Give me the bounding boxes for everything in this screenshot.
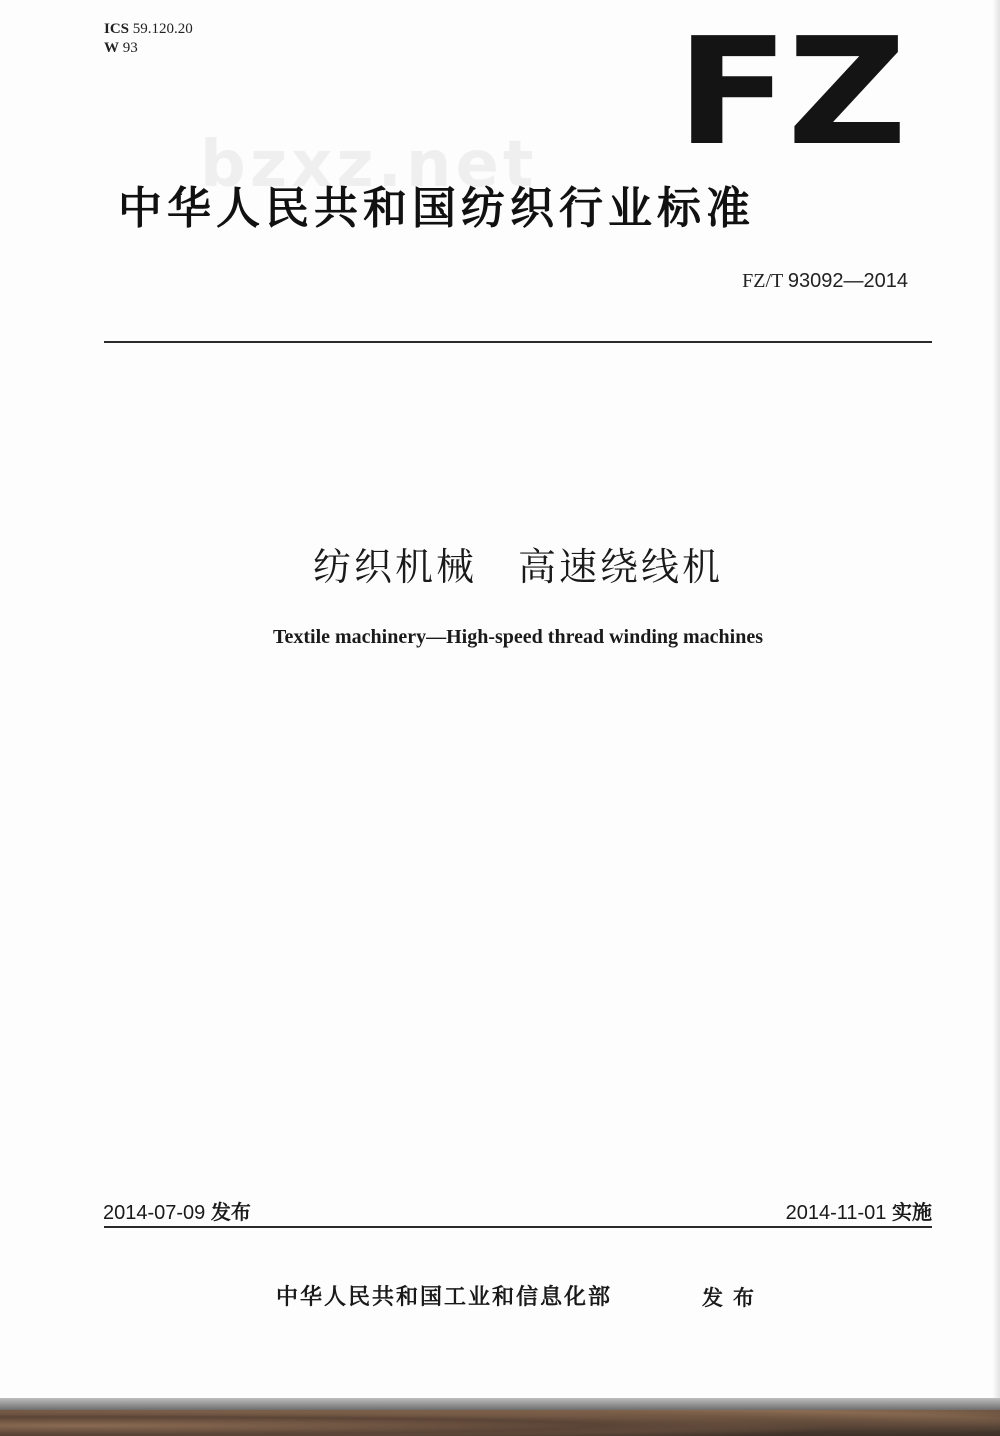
issue-date: 2014-07-09	[103, 1202, 206, 1224]
ics-code: 59.120.20	[132, 21, 193, 37]
effective-date: 2014-11-01	[785, 1202, 887, 1224]
document-title-en: Textile machinery—High-speed thread winding machines	[272, 626, 764, 648]
publish-label: 发布	[702, 1286, 764, 1310]
standard-title: 中华人民共和国纺织行业标准	[118, 183, 755, 234]
class-code: 93	[122, 40, 138, 56]
bottom-divider	[104, 1226, 932, 1228]
background-rock-photo	[0, 1410, 1000, 1436]
effective-label: 实施	[892, 1200, 932, 1224]
standard-prefix: FZ/T	[742, 270, 783, 292]
issue-label: 发布	[210, 1200, 251, 1224]
classification-codes	[104, 20, 193, 58]
page-edge-shadow	[992, 0, 1000, 1400]
class-label: W	[104, 40, 119, 56]
publisher-name: 中华人民共和国工业和信息化部	[276, 1285, 613, 1310]
document-title-cn: 纺织机械 高速绕线机	[312, 545, 723, 589]
class-line	[104, 39, 193, 58]
watermark: bzxz.net	[200, 128, 538, 202]
effective-date-line	[786, 1196, 932, 1225]
standard-number	[742, 270, 908, 293]
ics-line	[104, 20, 193, 39]
scan-edge-band	[0, 1398, 1000, 1410]
fz-logo: FZ	[676, 6, 905, 178]
top-divider	[104, 341, 932, 343]
issue-date-line	[103, 1196, 251, 1225]
standard-code: 93092—2014	[787, 270, 908, 292]
ics-label: ICS	[104, 21, 130, 37]
